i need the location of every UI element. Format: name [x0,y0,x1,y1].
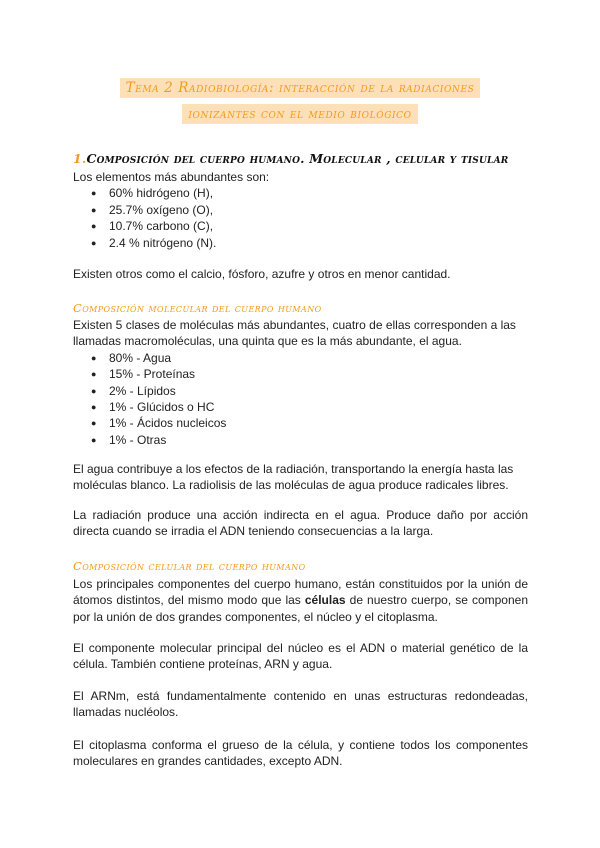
cellular-paragraph-2 [73,640,528,673]
cellular-text-1 [73,576,528,625]
radiation-paragraph [73,507,528,540]
list-item: ● 2% - Lípidos [109,383,528,399]
others-paragraph [73,266,528,282]
title-line-1: Tema 2 Radiobiología: interacción de la radiaciones [120,78,481,98]
list-item: ● 1% - Glúcidos o HC [109,399,528,415]
cellular-paragraph-4 [73,737,528,770]
others-text: Existen otros como el calcio, fósforo, azufre y otros en menor cantidad. [73,267,451,281]
list-item: ● 25.7% oxígeno (O), [109,202,528,218]
cellular-bold-term: células [304,593,346,608]
cellular-text-4: El citoplasma conforma el grueso de la célula, y contiene todos los componentes moleculares en grandes cantidades, excepto ADN. [73,738,528,769]
list-item: ● 80% - Agua [109,350,528,366]
list-item: ● 2.4 % nitrógeno (N). [109,235,528,251]
molecular-heading: Composición molecular del cuerpo humano [73,301,322,315]
cellular-text-1a: Los principales componentes del cuerpo humano, están constituidos por la unión de átomos distintos, del mismo modo que las [73,577,528,608]
cellular-text-2: El componente molecular principal del núcleo es el ADN o material genético de la célula. También contiene proteínas, ARN y agua. [73,641,528,672]
cellular-text-1b: de nuestro cuerpo, se componen por la unión de dos grandes componentes, el núcleo y el citoplasma. [73,593,528,624]
cellular-paragraph-1 [73,576,528,625]
list-item: ● 10.7% carbono (C), [109,218,528,234]
molecular-intro: Existen 5 clases de moléculas más abundantes, cuatro de ellas corresponden a las llamadas macromoléculas, una quinta que es la más abundante, el agua. [73,318,516,349]
document-title [0,78,600,130]
list-item: ● 1% - Ácidos nucleicos [109,415,528,431]
list-item: ● 15% - Proteínas [109,366,528,382]
cellular-paragraph-3 [73,688,528,721]
list-item: ● 1% - Otras [109,432,528,448]
elements-intro: Los elementos más abundantes son: [73,170,270,184]
molecules-list [73,350,528,448]
section-title: Composición del cuerpo humano. Molecular , celular y tisular [86,151,509,166]
elements-list [73,185,528,251]
water-text: El agua contribuye a los efectos de la radiación, transportando la energía hasta las moléculas blanco. La radiolisis de las moléculas de agua produce radicales libres. [73,462,514,493]
molecular-block [73,317,528,448]
cellular-heading: Composición celular del cuerpo humano [73,559,306,573]
section-1-heading [73,151,528,167]
elements-block [73,169,528,251]
cellular-text-3: El ARNm, está fundamentalmente contenido en unas estructuras redondeadas, llamadas nucléolos. [73,689,528,720]
radiation-text: La radiación produce una acción indirecta en el agua. Produce daño por acción directa cuando se irradia el ADN teniendo consecuencias a la larga. [73,508,528,539]
list-item: ● 60% hidrógeno (H), [109,185,528,201]
title-line-2: ionizantes con el medio biológico [182,104,417,124]
section-number: 1. [73,151,87,166]
water-paragraph [73,461,528,494]
